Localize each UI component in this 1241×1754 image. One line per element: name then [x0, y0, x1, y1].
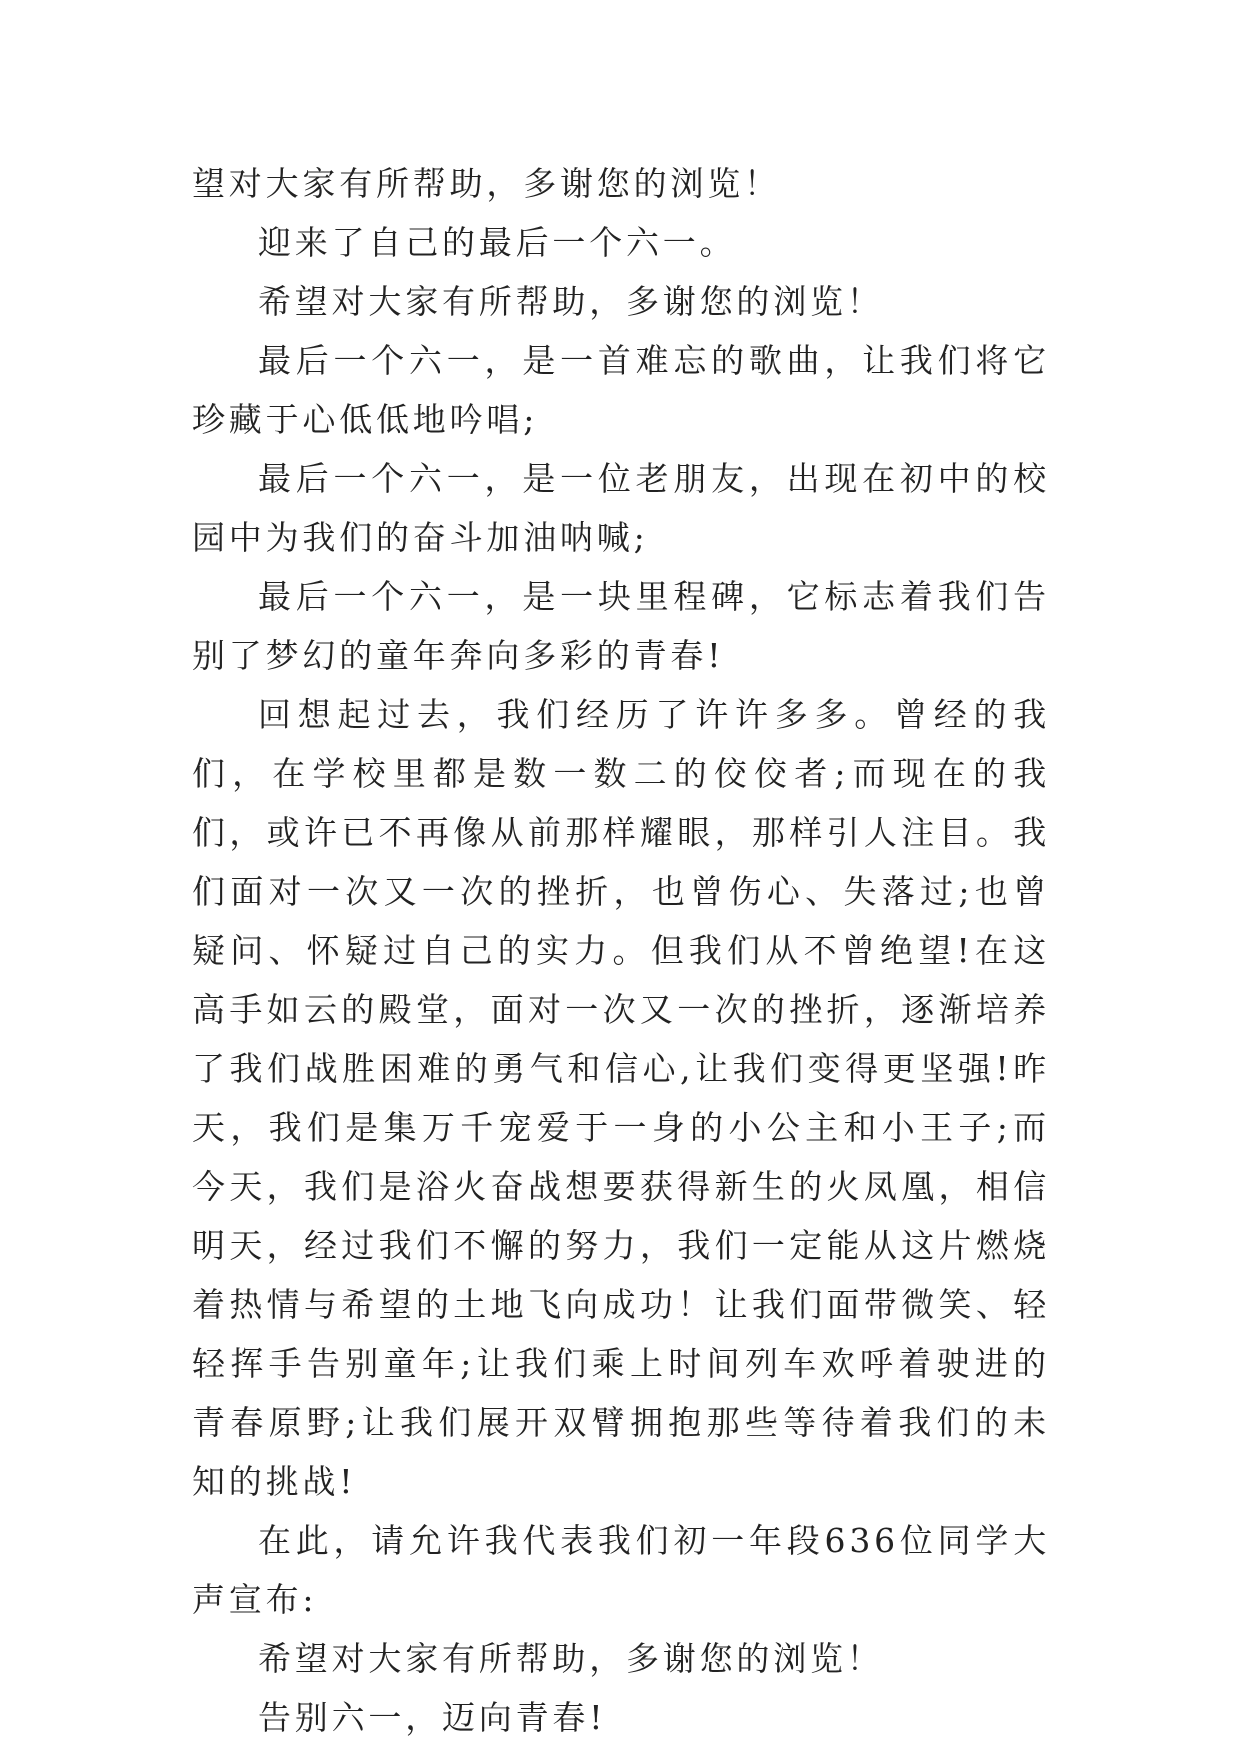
paragraph-farewell: 告别六一，迈向青春!: [258, 1698, 607, 1737]
body-text: [192, 154, 1050, 1747]
paragraph-song: 最后一个六一，是一首难忘的歌曲，让我们将它珍藏于心低低地吟唱;: [192, 341, 1050, 439]
paragraph-friend: 最后一个六一，是一位老朋友，出现在初中的校园中为我们的奋斗加油呐喊;: [192, 459, 1050, 557]
paragraph-thanks-repeat: 希望对大家有所帮助，多谢您的浏览！: [258, 1639, 884, 1678]
paragraph-continuation: 望对大家有所帮助，多谢您的浏览！: [192, 164, 781, 203]
paragraph-announcement: 在此，请允许我代表我们初一年段636位同学大声宣布:: [192, 1521, 1050, 1619]
paragraph-recollection: 回想起过去，我们经历了许许多多。曾经的我们，在学校里都是数一数二的佼佼者;而现在的我们，或许已不再像从前那样耀眼，那样引人注目。我们面对一次又一次的挫折，也曾伤心、失落过;也曾疑问、怀疑过自己的实力。但我们从不曾绝望!在这高手如云的殿堂，面对一次又一次的挫折，逐渐培养了我们战胜困难的勇气和信心,让我们变得更坚强!昨天，我们是集万千宠爱于一身的小公主和小王子;而今天，我们是浴火奋战想要获得新生的火凤凰，相信明天，经过我们不懈的努力，我们一定能从这片燃烧着热情与希望的土地飞向成功！让我们面带微笑、轻轻挥手告别童年;让我们乘上时间列车欢呼着驶进的青春原野;让我们展开双臂拥抱那些等待着我们的未知的挑战!: [192, 695, 1050, 1501]
paragraph-intro: 迎来了自己的最后一个六一。: [258, 223, 737, 262]
paragraph-thanks: 希望对大家有所帮助，多谢您的浏览！: [258, 282, 884, 321]
paragraph-milestone: 最后一个六一，是一块里程碑，它标志着我们告别了梦幻的童年奔向多彩的青春!: [192, 577, 1050, 675]
